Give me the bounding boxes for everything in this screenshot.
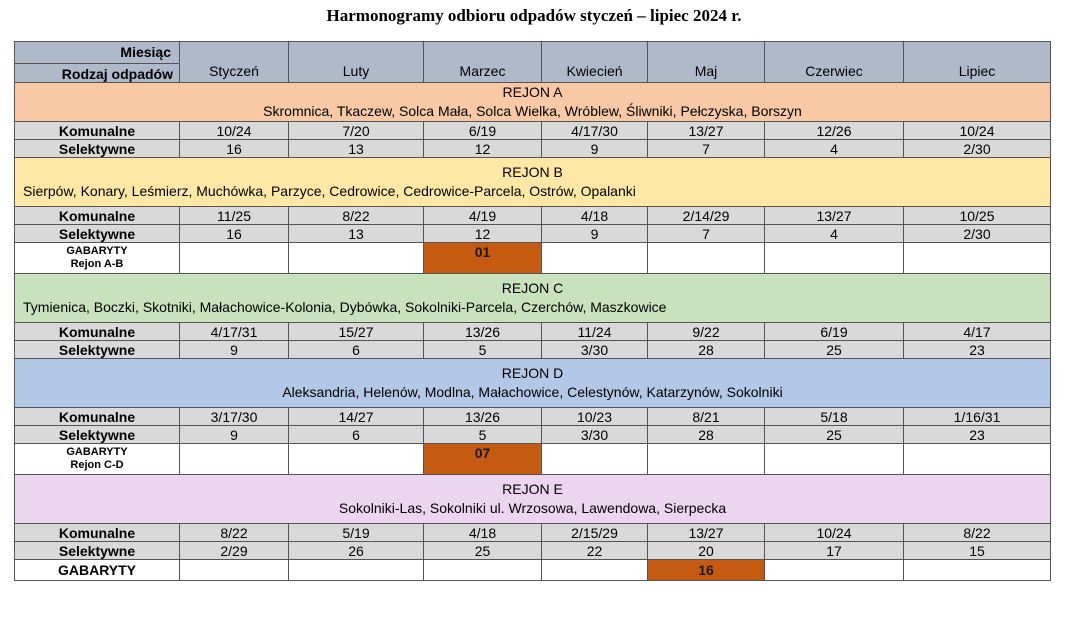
table-cell: 2/30 xyxy=(904,225,1051,243)
table-cell: 20 xyxy=(648,542,765,560)
table-cell xyxy=(904,444,1051,475)
table-cell xyxy=(904,243,1051,274)
table-cell: 12 xyxy=(424,225,542,243)
table-cell xyxy=(180,444,289,475)
table-cell: 26 xyxy=(289,542,424,560)
table-row xyxy=(15,341,1051,359)
table-cell: 4/19 xyxy=(424,207,542,225)
table-cell: 7 xyxy=(648,140,765,158)
table-cell: 4/18 xyxy=(542,207,648,225)
table-cell: 12 xyxy=(424,140,542,158)
table-cell: 9/22 xyxy=(648,323,765,341)
table-cell: 13/26 xyxy=(424,408,542,426)
month-header: Kwiecień xyxy=(542,42,648,83)
table-cell: 13 xyxy=(289,140,424,158)
region-towns: Tymienica, Boczki, Skotniki, Małachowice-Kolonia, Dybówka, Sokolniki-Parcela, Czerchów, Maszkowice xyxy=(23,299,667,315)
table-cell: 4/17/31 xyxy=(180,323,289,341)
month-header: Lipiec xyxy=(904,42,1051,83)
gabaryty-label xyxy=(15,243,180,274)
table-cell: 13/26 xyxy=(424,323,542,341)
schedule-table xyxy=(14,41,1051,581)
table-cell: 16 xyxy=(180,225,289,243)
table-cell: 28 xyxy=(648,426,765,444)
table-cell: 14/27 xyxy=(289,408,424,426)
table-cell: 7 xyxy=(648,225,765,243)
komunalne-label: Komunalne xyxy=(15,524,180,542)
table-row xyxy=(15,560,1051,581)
table-row xyxy=(15,524,1051,542)
table-cell xyxy=(289,444,424,475)
corner-month-label: Miesiąc xyxy=(120,44,171,60)
table-cell xyxy=(542,444,648,475)
region-towns: Sokolniki-Las, Sokolniki ul. Wrzosowa, Lawendowa, Sierpecka xyxy=(338,500,727,516)
table-cell: 28 xyxy=(648,341,765,359)
table-cell: 25 xyxy=(765,426,904,444)
table-cell: 2/30 xyxy=(904,140,1051,158)
table-cell xyxy=(765,243,904,274)
table-cell: 13 xyxy=(289,225,424,243)
table-cell: 07 xyxy=(424,444,542,475)
month-header: Maj xyxy=(648,42,765,83)
gabaryty-region-sublabel: Rejon C-D xyxy=(70,459,124,471)
table-cell: 10/24 xyxy=(765,524,904,542)
table-cell: 13/27 xyxy=(648,122,765,140)
table-cell xyxy=(765,560,904,581)
region-b-header xyxy=(15,158,1051,207)
selektywne-label: Selektywne xyxy=(15,225,180,243)
region-name: REJON B xyxy=(502,164,563,180)
selektywne-label: Selektywne xyxy=(15,426,180,444)
table-cell xyxy=(180,243,289,274)
table-row xyxy=(15,542,1051,560)
table-cell: 13/27 xyxy=(765,207,904,225)
month-header: Luty xyxy=(289,42,424,83)
table-cell: 6/19 xyxy=(424,122,542,140)
region-b-banner xyxy=(15,158,1051,207)
region-towns: Aleksandria, Helenów, Modlna, Małachowice, Celestynów, Katarzynów, Sokolniki xyxy=(282,384,783,400)
table-cell: 5/18 xyxy=(765,408,904,426)
table-cell: 4/17 xyxy=(904,323,1051,341)
table-cell: 8/22 xyxy=(180,524,289,542)
table-cell: 5 xyxy=(424,426,542,444)
table-cell xyxy=(289,243,424,274)
table-cell: 9 xyxy=(542,225,648,243)
table-cell: 7/20 xyxy=(289,122,424,140)
table-cell: 10/23 xyxy=(542,408,648,426)
region-c-banner xyxy=(15,274,1051,323)
table-cell: 16 xyxy=(180,140,289,158)
table-cell: 15/27 xyxy=(289,323,424,341)
table-cell: 13/27 xyxy=(648,524,765,542)
region-a-header xyxy=(15,83,1051,122)
region-c-header xyxy=(15,274,1051,323)
selektywne-label: Selektywne xyxy=(15,341,180,359)
table-cell: 25 xyxy=(424,542,542,560)
table-cell xyxy=(648,243,765,274)
table-row xyxy=(15,207,1051,225)
table-row xyxy=(15,243,1051,274)
table-cell: 11/24 xyxy=(542,323,648,341)
gabaryty-label: GABARYTY xyxy=(15,560,180,581)
komunalne-label: Komunalne xyxy=(15,207,180,225)
table-cell xyxy=(542,243,648,274)
gabaryty-label: GABARYTY xyxy=(66,446,128,458)
table-row xyxy=(15,426,1051,444)
komunalne-label: Komunalne xyxy=(15,122,180,140)
table-cell: 23 xyxy=(904,426,1051,444)
table-cell: 2/15/29 xyxy=(542,524,648,542)
table-cell: 22 xyxy=(542,542,648,560)
table-cell: 10/25 xyxy=(904,207,1051,225)
table-cell xyxy=(648,444,765,475)
table-row xyxy=(15,444,1051,475)
table-cell xyxy=(765,444,904,475)
region-name: REJON E xyxy=(502,481,563,497)
komunalne-label: Komunalne xyxy=(15,323,180,341)
table-cell: 3/30 xyxy=(542,426,648,444)
table-cell: 4/17/30 xyxy=(542,122,648,140)
region-d-banner xyxy=(15,359,1051,408)
table-row xyxy=(15,122,1051,140)
table-cell xyxy=(180,560,289,581)
table-cell: 15 xyxy=(904,542,1051,560)
region-name: REJON C xyxy=(501,280,564,296)
table-cell xyxy=(424,560,542,581)
table-cell: 9 xyxy=(542,140,648,158)
region-name: REJON D xyxy=(501,365,564,381)
page-title: Harmonogramy odbioru odpadów styczeń – lipiec 2024 r. xyxy=(326,6,742,25)
month-header: Marzec xyxy=(424,42,542,83)
region-towns: Sierpów, Konary, Leśmierz, Muchówka, Parzyce, Cedrowice, Cedrowice-Parcela, Ostrów, Opalanki xyxy=(23,183,636,199)
table-cell: 2/14/29 xyxy=(648,207,765,225)
header-row xyxy=(15,42,1051,83)
table-cell: 6 xyxy=(289,341,424,359)
table-cell: 8/21 xyxy=(648,408,765,426)
month-header: Styczeń xyxy=(180,42,289,83)
table-cell: 6 xyxy=(289,426,424,444)
komunalne-label: Komunalne xyxy=(15,408,180,426)
table-cell: 23 xyxy=(904,341,1051,359)
table-cell: 17 xyxy=(765,542,904,560)
table-row xyxy=(15,225,1051,243)
gabaryty-label: GABARYTY xyxy=(66,245,128,257)
table-cell: 8/22 xyxy=(289,207,424,225)
table-cell: 9 xyxy=(180,426,289,444)
table-cell: 1/16/31 xyxy=(904,408,1051,426)
region-e-header xyxy=(15,475,1051,524)
corner-waste-type-label: Rodzaj odpadów xyxy=(15,63,179,81)
gabaryty-region-sublabel: Rejon A-B xyxy=(70,258,124,270)
table-cell: 5 xyxy=(424,341,542,359)
table-cell: 4 xyxy=(765,225,904,243)
table-cell: 9 xyxy=(180,341,289,359)
table-cell: 4/18 xyxy=(424,524,542,542)
table-cell: 2/29 xyxy=(180,542,289,560)
table-cell: 01 xyxy=(424,243,542,274)
table-cell: 6/19 xyxy=(765,323,904,341)
table-cell xyxy=(542,560,648,581)
region-name: REJON A xyxy=(502,84,563,100)
table-row xyxy=(15,140,1051,158)
table-cell: 12/26 xyxy=(765,122,904,140)
table-cell: 10/24 xyxy=(904,122,1051,140)
region-d-header xyxy=(15,359,1051,408)
table-cell: 4 xyxy=(765,140,904,158)
table-cell: 3/17/30 xyxy=(180,408,289,426)
region-a-banner xyxy=(15,83,1051,122)
region-e-banner xyxy=(15,475,1051,524)
table-cell xyxy=(904,560,1051,581)
selektywne-label: Selektywne xyxy=(15,140,180,158)
table-cell: 5/19 xyxy=(289,524,424,542)
table-cell: 3/30 xyxy=(542,341,648,359)
region-towns: Skromnica, Tkaczew, Solca Mała, Solca Wielka, Wróblew, Śliwniki, Pełczyska, Borszyn xyxy=(263,103,802,119)
gabaryty-label xyxy=(15,444,180,475)
table-row xyxy=(15,323,1051,341)
table-cell: 8/22 xyxy=(904,524,1051,542)
selektywne-label: Selektywne xyxy=(15,542,180,560)
table-cell: 11/25 xyxy=(180,207,289,225)
table-cell: 16 xyxy=(648,560,765,581)
month-header: Czerwiec xyxy=(765,42,904,83)
table-row xyxy=(15,408,1051,426)
corner-cell xyxy=(15,42,180,83)
table-cell: 10/24 xyxy=(180,122,289,140)
table-cell xyxy=(289,560,424,581)
table-cell: 25 xyxy=(765,341,904,359)
